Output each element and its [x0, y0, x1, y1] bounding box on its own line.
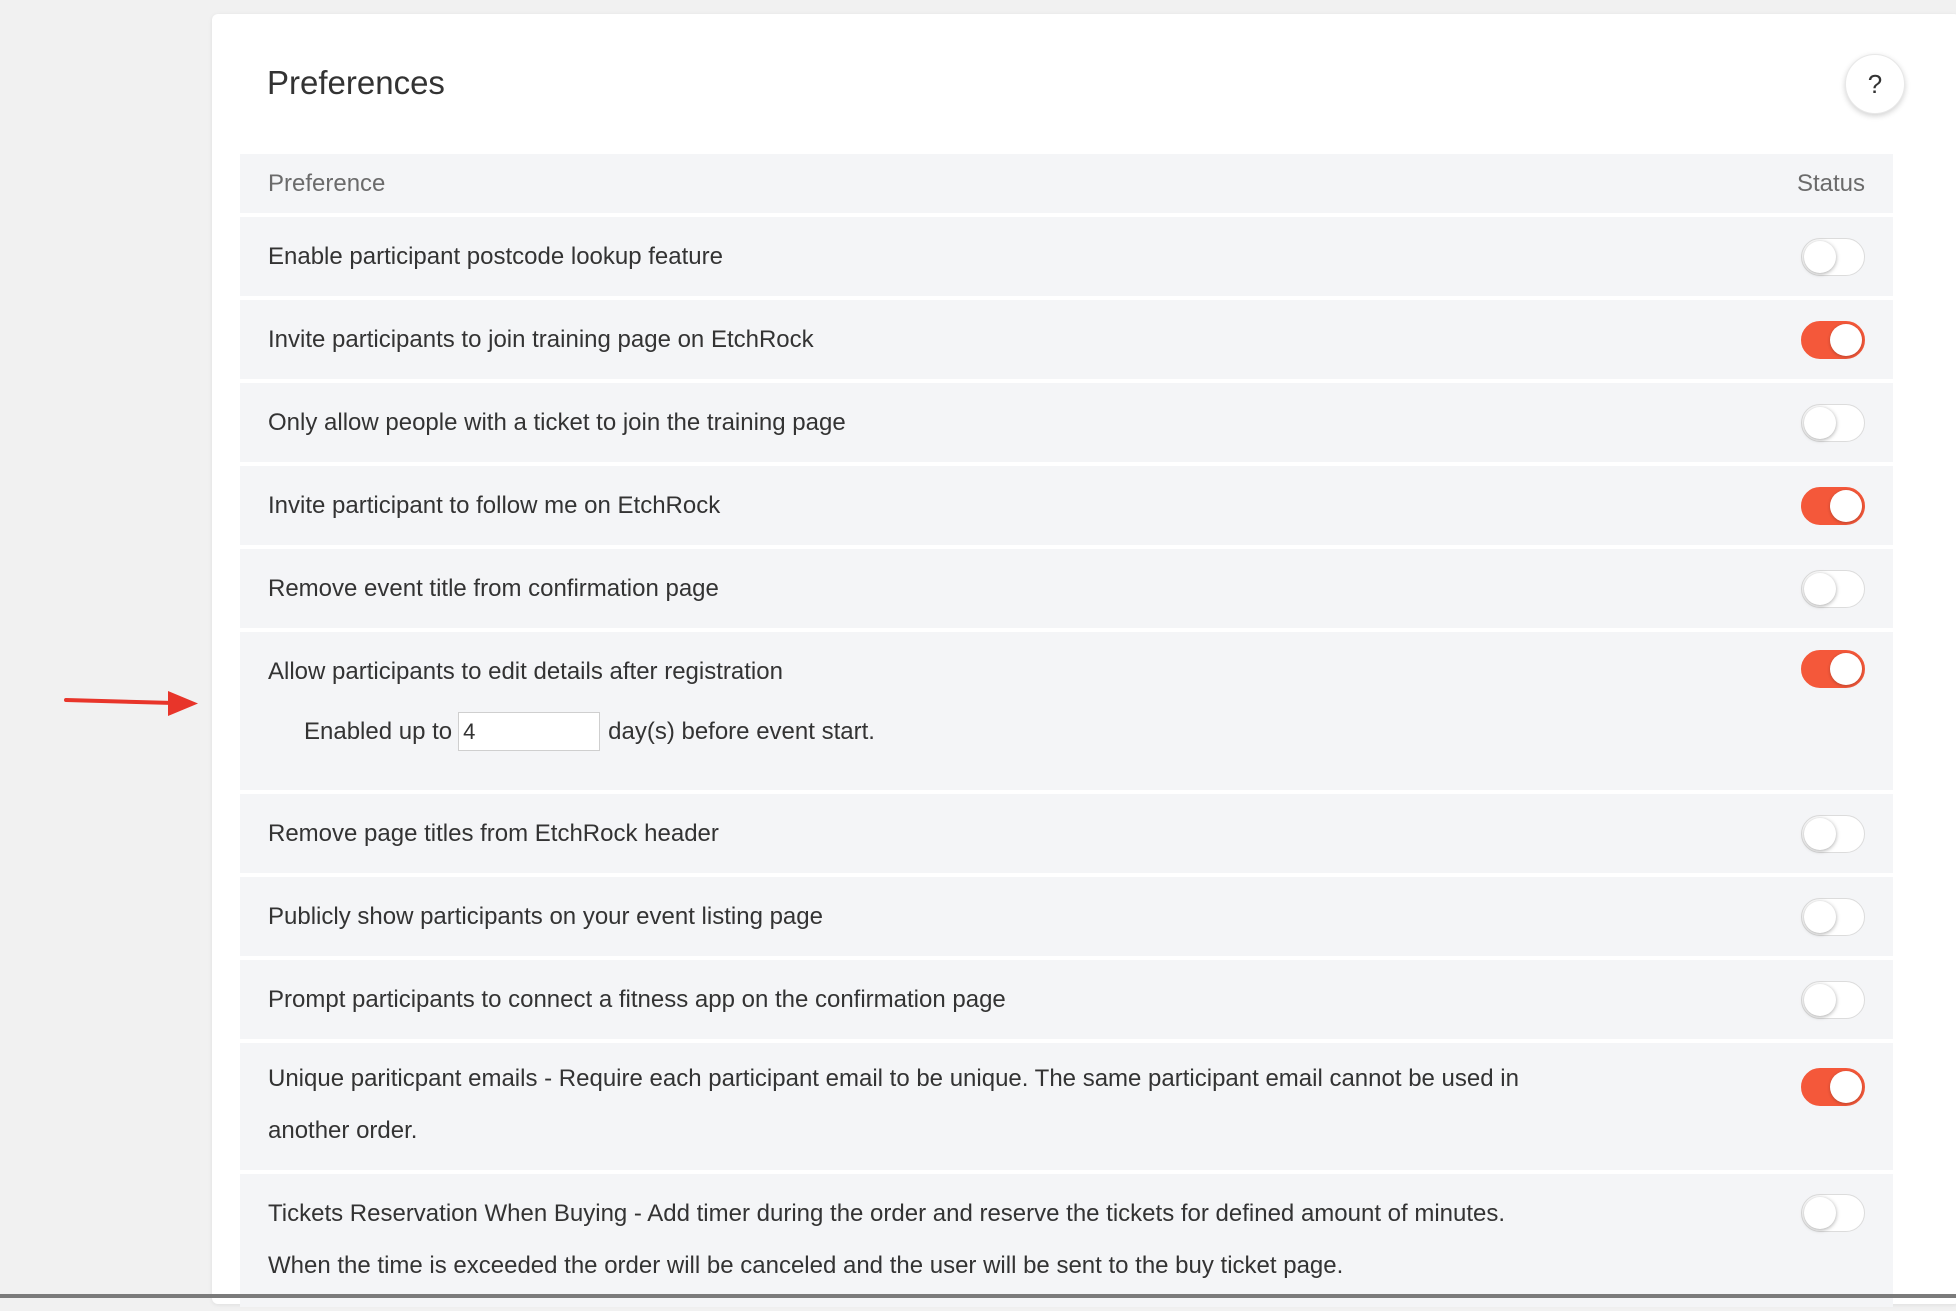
status-toggle[interactable] [1801, 981, 1865, 1019]
page-title: Preferences [267, 64, 445, 101]
days-before-input[interactable] [458, 712, 600, 751]
preferences-card [212, 14, 1956, 1304]
toggle-knob [1804, 818, 1836, 850]
status-toggle[interactable] [1801, 1194, 1865, 1232]
toggle-knob [1804, 984, 1836, 1016]
table-row [240, 1174, 1893, 1307]
preference-label: Enable participant postcode lookup feature [268, 242, 723, 270]
preference-label: Unique pariticpant emails - Require each participant email to be unique. The same participant email cannot be used in another order. [268, 1065, 1519, 1144]
toggle-knob [1830, 490, 1862, 522]
toggle-knob [1804, 901, 1836, 933]
column-header-status: Status [1796, 169, 1865, 197]
table-row [240, 217, 1893, 296]
preference-label: Tickets Reservation When Buying - Add timer during the order and reserve the tickets for defined amount of minutes. When the time is exceeded the order will be canceled and the user will be sent to the buy ticket page. [268, 1200, 1506, 1279]
table-row [240, 877, 1893, 956]
status-toggle[interactable] [1801, 1068, 1865, 1106]
preference-label: Prompt participants to connect a fitness app on the confirmation page [268, 985, 1006, 1013]
status-toggle[interactable] [1801, 238, 1865, 276]
status-toggle[interactable] [1801, 404, 1865, 442]
preference-label: Publicly show participants on your event listing page [268, 902, 823, 930]
preference-label: Remove event title from confirmation page [268, 574, 719, 602]
table-row [240, 383, 1893, 462]
table-row [240, 549, 1893, 628]
status-toggle[interactable] [1801, 321, 1865, 359]
preference-label: Invite participants to join training page on EtchRock [268, 325, 814, 353]
preference-label: Invite participant to follow me on EtchRock [268, 491, 721, 519]
edit-window-prefix: Enabled up to [304, 717, 453, 745]
toggle-knob [1830, 1071, 1862, 1103]
toggle-knob [1804, 407, 1836, 439]
preference-label: Allow participants to edit details after registration [268, 658, 783, 685]
table-row [240, 1043, 1893, 1170]
toggle-knob [1830, 653, 1862, 685]
table-header [240, 154, 1893, 213]
status-toggle[interactable] [1801, 487, 1865, 525]
status-toggle[interactable] [1801, 570, 1865, 608]
table-row-edit-details [240, 632, 1893, 790]
bottom-divider [0, 1294, 1956, 1298]
toggle-knob [1830, 324, 1862, 356]
preferences-table [240, 154, 1893, 1311]
edit-window-suffix: day(s) before event start. [608, 717, 875, 745]
table-row [240, 466, 1893, 545]
help-button[interactable]: ? [1845, 54, 1905, 114]
column-header-preference: Preference [268, 169, 386, 197]
toggle-knob [1804, 1197, 1836, 1229]
edit-window-setting [304, 712, 1865, 751]
status-toggle[interactable] [1801, 650, 1865, 688]
table-row [240, 300, 1893, 379]
status-toggle[interactable] [1801, 898, 1865, 936]
preference-label: Only allow people with a ticket to join the training page [268, 408, 846, 436]
toggle-knob [1804, 573, 1836, 605]
preference-label: Remove page titles from EtchRock header [268, 819, 719, 847]
table-row [240, 794, 1893, 873]
table-row [240, 960, 1893, 1039]
status-toggle[interactable] [1801, 815, 1865, 853]
red-arrow-icon [64, 686, 204, 720]
toggle-knob [1804, 241, 1836, 273]
